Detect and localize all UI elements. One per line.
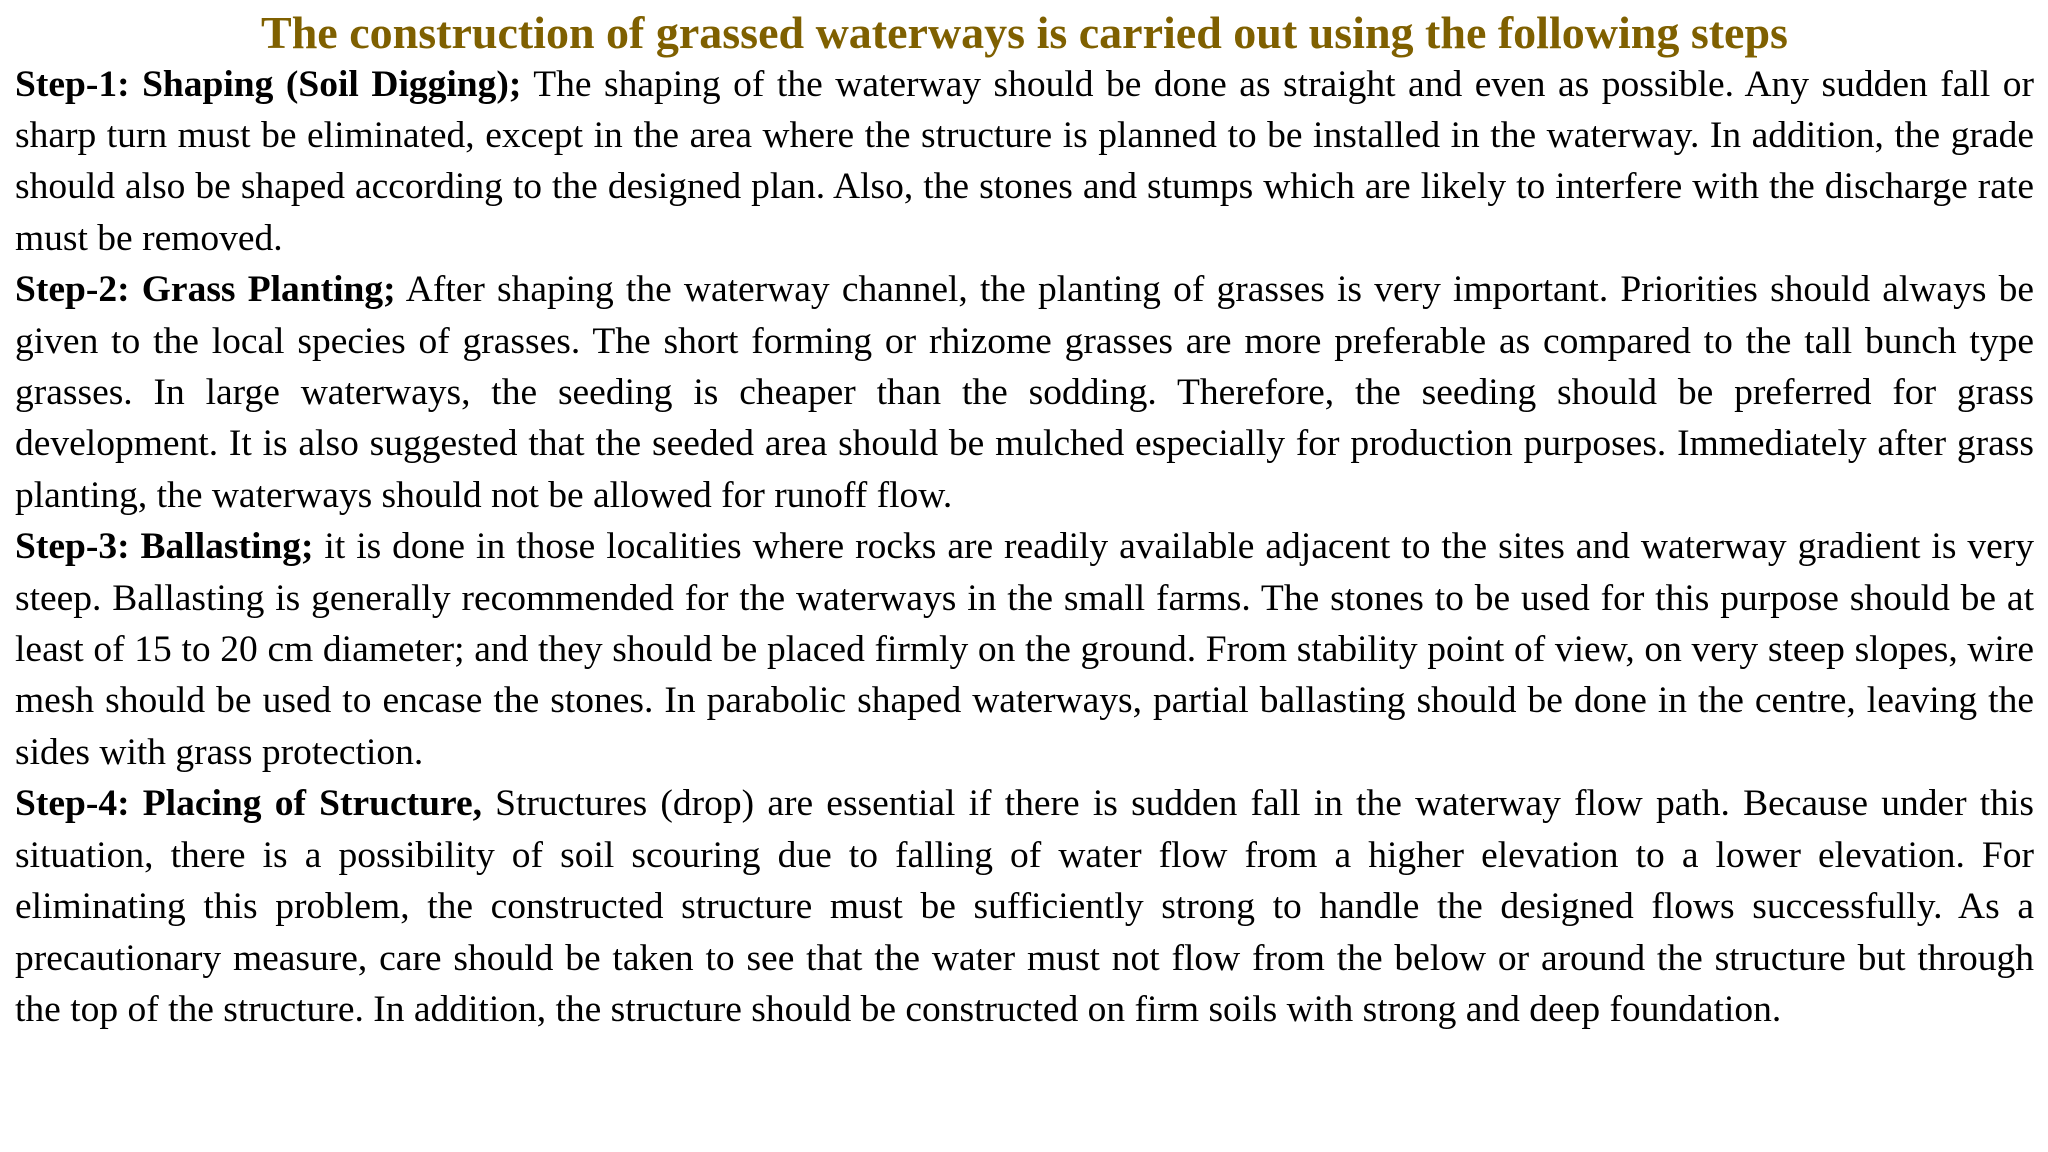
step-3-paragraph — [15, 521, 2034, 778]
step-3-label: Step-3: Ballasting; — [15, 526, 314, 568]
step-1-paragraph — [15, 59, 2034, 265]
step-3-text: it is done in those localities where rocks are readily available adjacent to the sites and waterway gradient is very steep. Ballasting is generally recommended for the waterways in the small farms. The stones to be used for this purpose should be at least of 15 to 20 cm diameter; and they should be placed firmly on the ground. From stability point of view, on very steep slopes, wire mesh should be used to encase the stones. In parabolic shaped waterways, partial ballasting should be done in the centre, leaving the sides with grass protection. — [15, 526, 2034, 773]
step-1-label: Step-1: Shaping (Soil Digging); — [15, 63, 522, 105]
step-4-label: Step-4: Placing of Structure, — [15, 783, 482, 825]
step-4-paragraph — [15, 778, 2034, 1035]
step-2-text: After shaping the waterway channel, the planting of grasses is very important. Priorities should always be given to the local species of grasses. The short forming or rhizome grasses are more preferable as compared to the tall bunch type grasses. In large waterways, the seeding is cheaper than the sodding. Therefore, the seeding should be preferred for grass development. It is also suggested that the seeded area should be mulched especially for production purposes. Immediately after grass planting, the waterways should not be allowed for runoff flow. — [15, 269, 2034, 516]
step-2-label: Step-2: Grass Planting; — [15, 269, 396, 311]
step-2-paragraph — [15, 264, 2034, 521]
step-4-text: Structures (drop) are essential if there is sudden fall in the waterway flow path. Because under this situation, there is a possibility of soil scouring due to falling of water flow from a higher elevation to a lower elevation. For eliminating this problem, the constructed structure must be sufficiently strong to handle the designed flows successfully. As a precautionary measure, care should be taken to see that the water must not flow from the below or around the structure but through the top of the structure. In addition, the structure should be constructed on firm soils with strong and deep foundation. — [15, 783, 2034, 1030]
page-title: The construction of grassed waterways is carried out using the following steps — [261, 7, 1788, 58]
step-1-text: The shaping of the waterway should be done as straight and even as possible. Any sudden fall or sharp turn must be eliminated, except in the area where the structure is planned to be installed in the waterway. In addition, the grade should also be shaped according to the designed plan. Also, the stones and stumps which are likely to interfere with the discharge rate must be removed. — [15, 63, 2035, 259]
